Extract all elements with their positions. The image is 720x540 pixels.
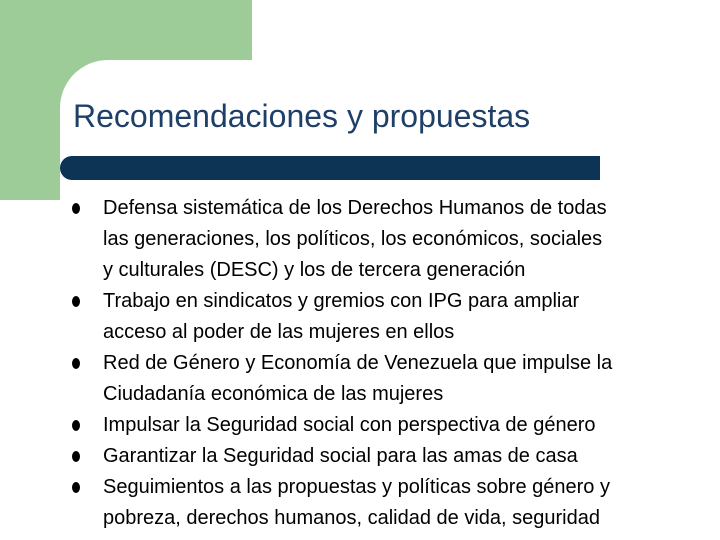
bullet-line: Seguimientos a las propuestas y políticas sobre género y [103,476,610,498]
bullet-line: Garantizar la Seguridad social para las amas de casa [103,445,578,467]
bullet-line: Trabajo en sindicatos y gremios con IPG para ampliar [103,290,580,312]
title-underline-bar [60,156,600,180]
bullet-line: Ciudadanía económica de las mujeres [103,383,444,405]
bullet-dot-icon [72,482,80,493]
bullet-line: y culturales (DESC) y los de tercera generación [103,259,526,281]
bullet-dot-icon [72,203,80,214]
bullet-list [70,193,718,534]
bullet-line: Red de Género y Economía de Venezuela que impulse la [103,352,613,374]
bullet-dot-icon [72,451,80,462]
bullet-line: pobreza, derechos humanos, calidad de vida, seguridad [103,507,600,529]
bullet-dot-icon [72,420,80,431]
bullet-item [70,410,718,441]
bullet-dot-icon [72,358,80,369]
bullet-item [70,441,718,472]
bullet-line: Impulsar la Seguridad social con perspectiva de género [103,414,596,436]
bullet-line: las generaciones, los políticos, los económicos, sociales [103,228,603,250]
bullet-dot-icon [72,296,80,307]
bullet-item [70,472,718,534]
slide-title: Recomendaciones y propuestas [73,98,531,134]
bullet-item [70,193,718,286]
bullet-item [70,348,718,410]
bullet-line: acceso al poder de las mujeres en ellos [103,321,455,343]
bullet-item [70,286,718,348]
bullet-line: Defensa sistemática de los Derechos Humanos de todas [103,197,607,219]
